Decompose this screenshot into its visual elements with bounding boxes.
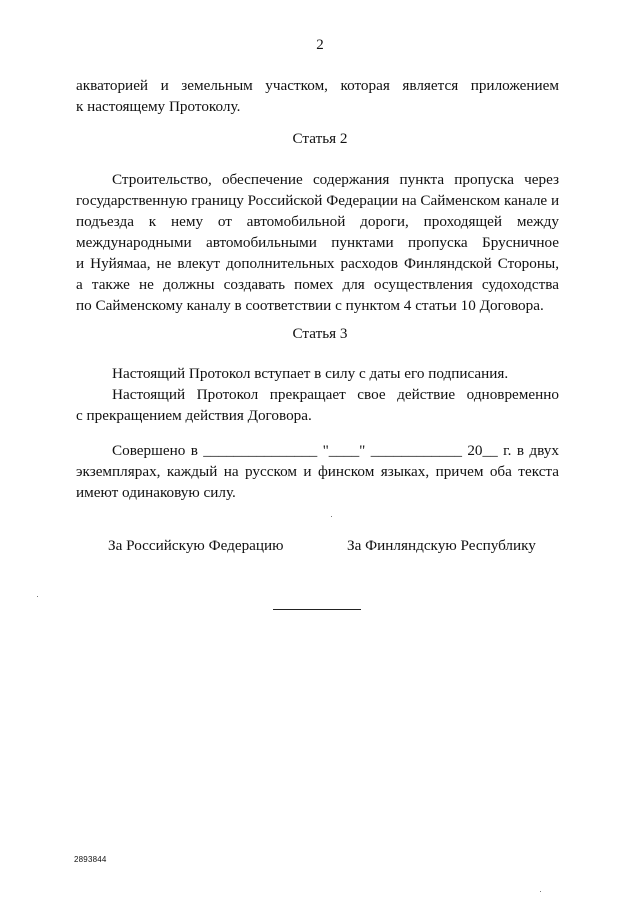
text-line: Строительство, обеспечение содержания пункта пропуска через bbox=[112, 171, 559, 188]
scan-speck bbox=[540, 891, 541, 892]
article-3-paragraph-2 bbox=[76, 384, 559, 426]
text-line: по Сайменскому каналу в соответствии с пунктом 4 статьи 10 Договора. bbox=[76, 297, 544, 314]
signature-finland: За Финляндскую Республику bbox=[347, 537, 536, 554]
scan-speck bbox=[331, 516, 332, 517]
document-code: 2893844 bbox=[74, 855, 107, 864]
signature-russia: За Российскую Федерацию bbox=[108, 537, 284, 554]
scan-speck bbox=[37, 596, 38, 597]
text-line: экземплярах, каждый на русском и финском языках, причем оба текста bbox=[76, 463, 559, 480]
page-number: 2 bbox=[316, 37, 324, 53]
article-3-heading: Статья 3 bbox=[292, 325, 348, 342]
text-line: Настоящий Протокол вступает в силу с даты его подписания. bbox=[112, 365, 509, 382]
text-line: акваторией и земельным участком, которая является приложением bbox=[76, 77, 559, 94]
text-line: с прекращением действия Договора. bbox=[76, 407, 312, 424]
done-at-paragraph bbox=[76, 440, 559, 503]
text-line: государственную границу Российской Федерации на Сайменском канале и bbox=[76, 192, 560, 209]
text-line: подъезда к нему от автомобильной дороги, проходящей между bbox=[76, 213, 559, 230]
text-line: к настоящему Протоколу. bbox=[76, 98, 241, 115]
text-line: международными автомобильными пунктами пропуска Брусничное bbox=[76, 234, 559, 251]
intro-paragraph bbox=[76, 75, 559, 117]
text-line: Настоящий Протокол прекращает свое действие одновременно bbox=[112, 386, 559, 403]
end-rule bbox=[273, 609, 361, 610]
text-line: а также не должны создавать помех для осуществления судоходства bbox=[76, 276, 559, 293]
text-line: и Нуйямаа, не влекут дополнительных расходов Финляндской Стороны, bbox=[76, 255, 559, 272]
article-3-paragraph-1 bbox=[76, 363, 559, 384]
article-2-paragraph bbox=[76, 169, 559, 316]
article-2-heading: Статья 2 bbox=[292, 130, 348, 147]
text-line: Совершено в _______________ "____" ____________ 20__ г. в двух bbox=[112, 442, 559, 459]
text-line: имеют одинаковую силу. bbox=[76, 484, 236, 501]
